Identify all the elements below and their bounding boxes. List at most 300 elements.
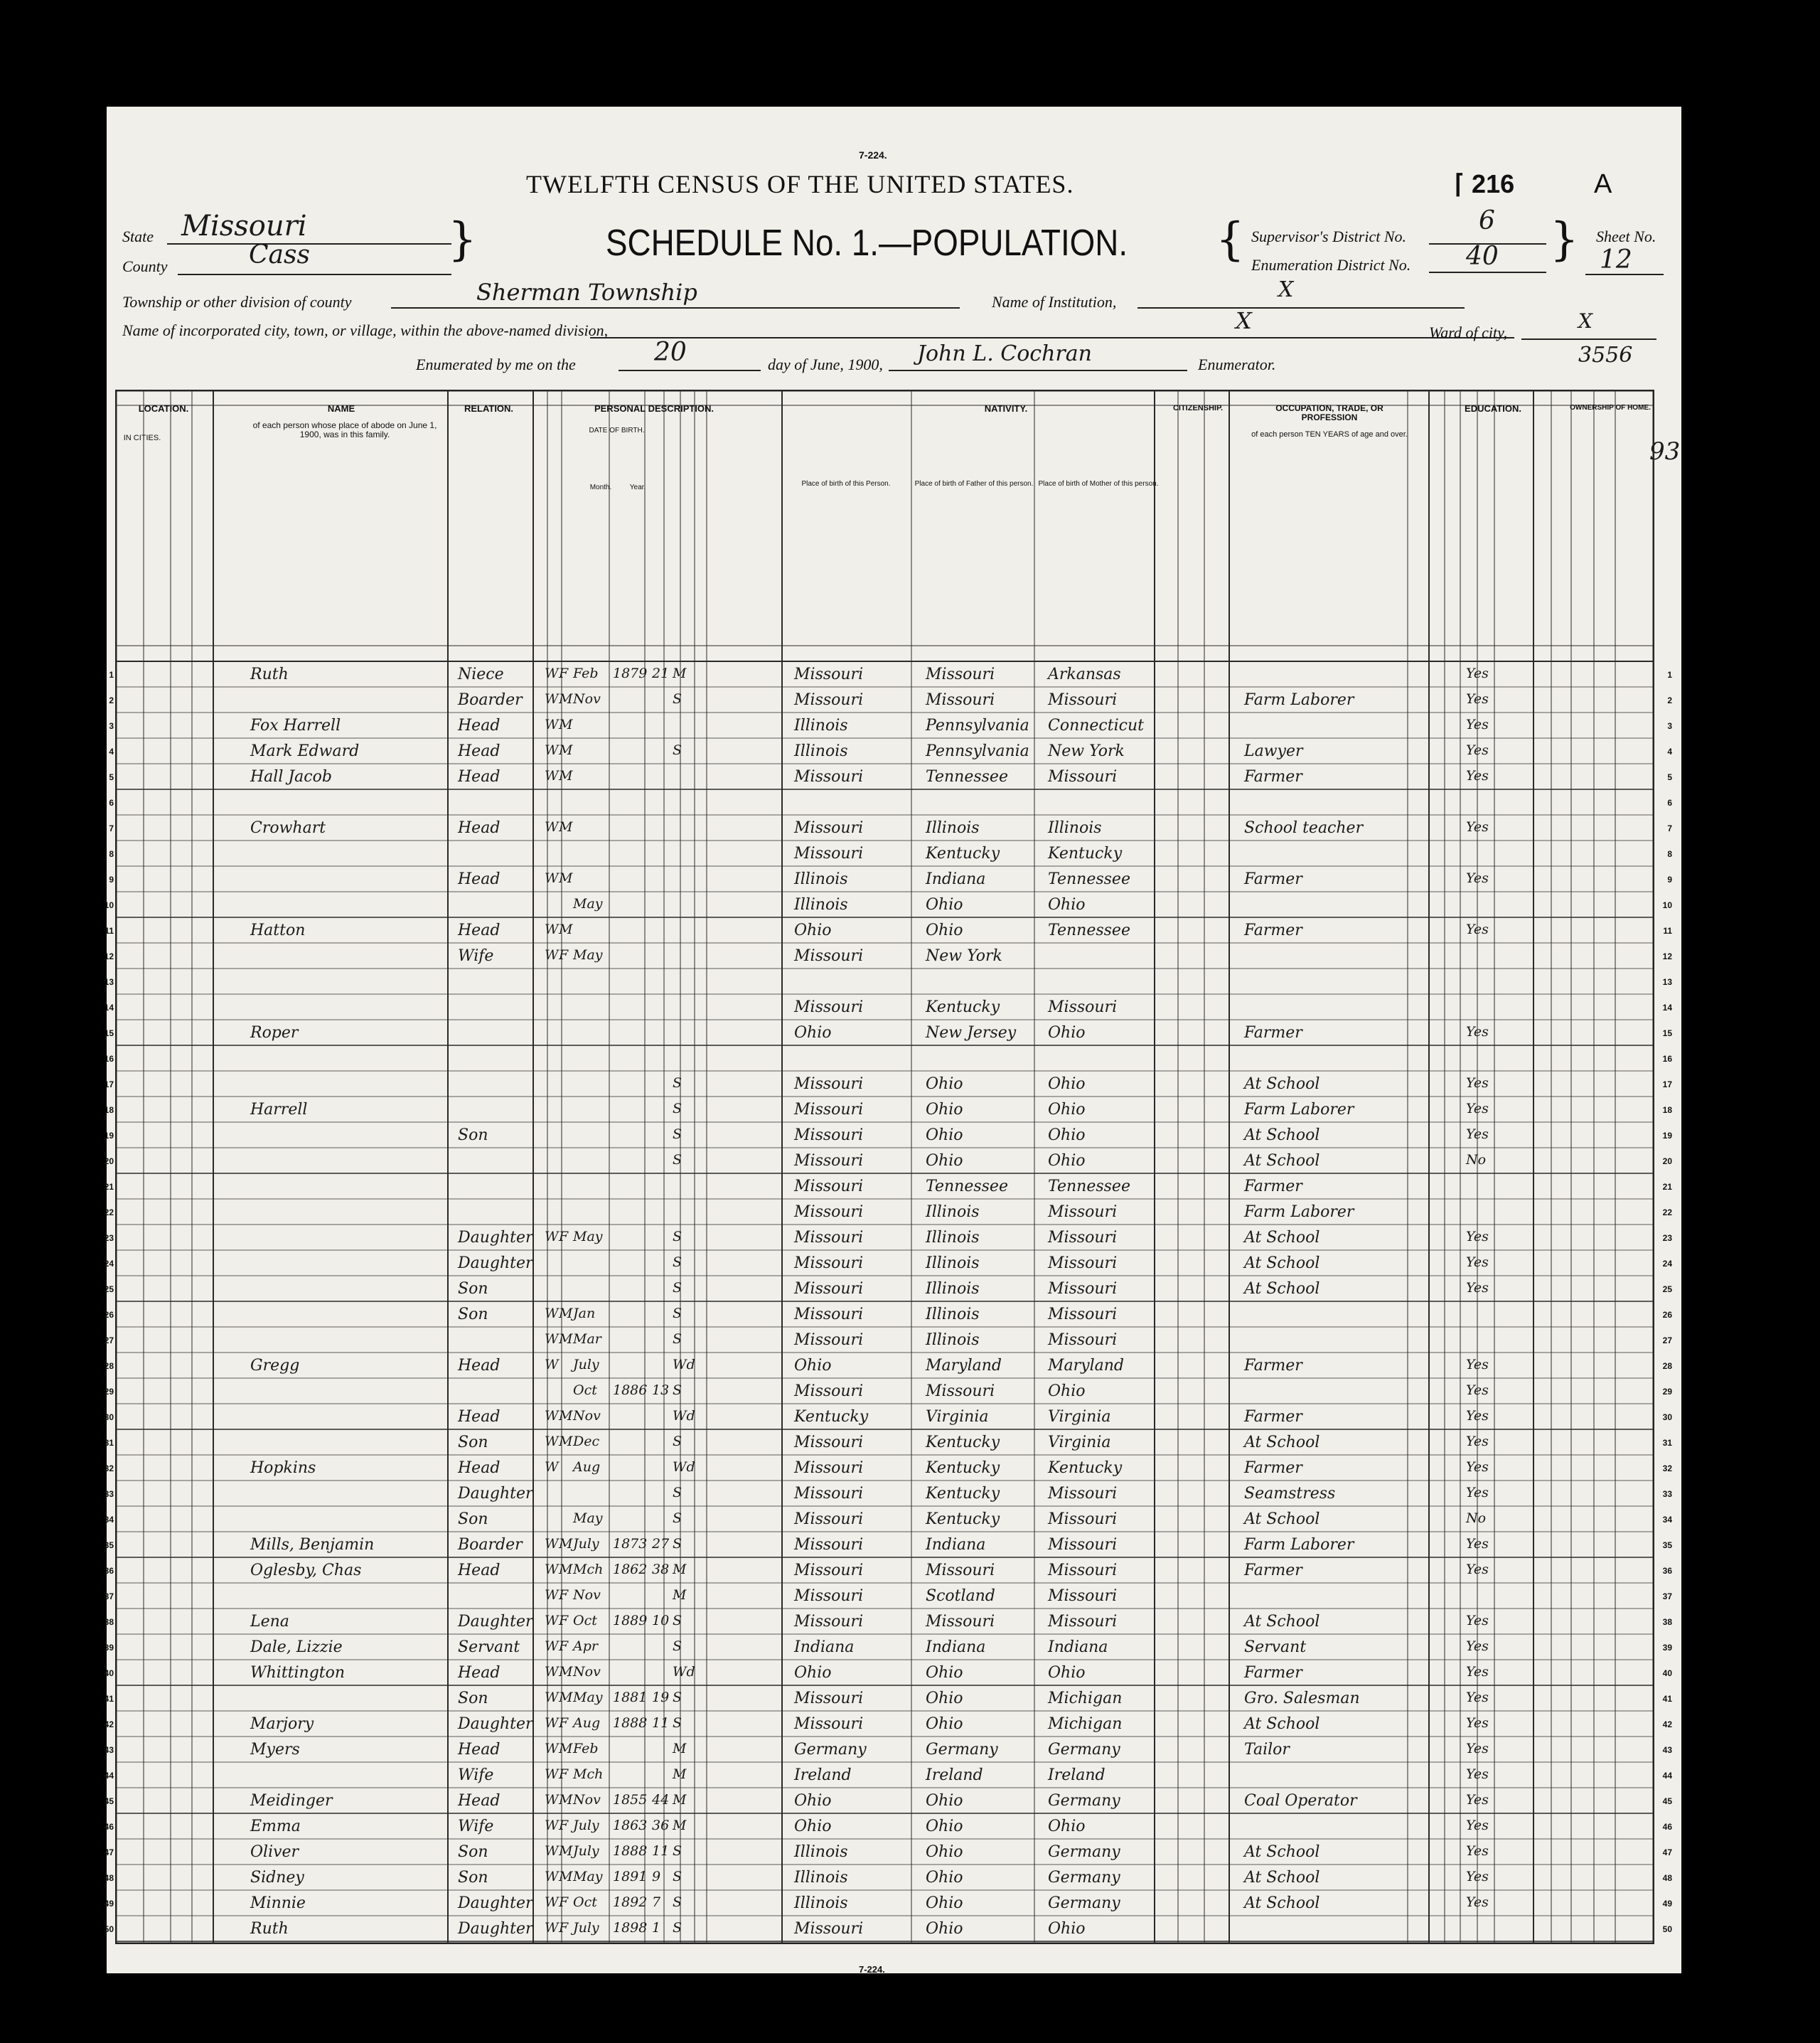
row-number: 34: [104, 1515, 114, 1525]
person-name: Gregg: [250, 1357, 300, 1375]
birthplace-father: Ohio: [926, 1664, 963, 1682]
relation: Son: [458, 1306, 488, 1323]
enumerator-label: Enumerator.: [1198, 356, 1276, 373]
birth-month: Feb: [573, 666, 599, 681]
birthplace-mother: Virginia: [1048, 1434, 1111, 1451]
sex: M: [559, 691, 573, 707]
row-number-right: 43: [1662, 1745, 1672, 1755]
birthplace-mother: Missouri: [1048, 1613, 1118, 1631]
color: W: [545, 1690, 559, 1705]
occupation: At School: [1244, 1715, 1320, 1733]
row-number-right: 5: [1667, 772, 1672, 782]
relation: Daughter: [458, 1229, 533, 1247]
birthplace-mother: Germany: [1048, 1869, 1120, 1887]
birthplace-father: Kentucky: [926, 1459, 1000, 1477]
ward-value: X: [1578, 309, 1592, 333]
birth-year: 1888: [613, 1843, 648, 1859]
birthplace-person: Missouri: [794, 1203, 864, 1221]
birthplace-mother: Maryland: [1048, 1357, 1124, 1375]
can-read: Yes: [1466, 1126, 1489, 1142]
birth-month: Oct: [573, 1613, 597, 1628]
row-number-right: 37: [1662, 1591, 1672, 1601]
row-number-right: 15: [1662, 1028, 1672, 1038]
occupation: Farmer: [1244, 922, 1302, 939]
color: W: [545, 1434, 559, 1449]
age: 36: [652, 1818, 670, 1833]
birth-month: May: [573, 1229, 603, 1244]
birthplace-mother: Missouri: [1048, 1331, 1118, 1349]
occupation: Farm Laborer: [1244, 1203, 1354, 1221]
row-number-right: 12: [1662, 951, 1672, 961]
birthplace-mother: Missouri: [1048, 1254, 1118, 1272]
row-number: 8: [109, 849, 114, 859]
incorporated-label: Name of incorporated city, town, or village, within the above-named division,: [122, 321, 609, 339]
relation: Servant: [458, 1638, 520, 1656]
marital-condition: S: [673, 1152, 682, 1168]
birthplace-father: Illinois: [926, 1229, 980, 1247]
sex: M: [559, 1434, 573, 1449]
color: W: [545, 1741, 559, 1756]
row-number: 22: [104, 1207, 114, 1217]
birthplace-person: Ireland: [794, 1766, 852, 1784]
birthplace-father: Ohio: [926, 1792, 963, 1810]
row-number: 39: [104, 1643, 114, 1653]
ward-label: Ward of city,: [1429, 324, 1508, 341]
can-read: Yes: [1466, 1664, 1489, 1680]
birthplace-person: Missouri: [794, 1485, 864, 1503]
page-stamp-bracket: ⌈: [1455, 169, 1472, 198]
birthplace-person: Indiana: [794, 1638, 855, 1656]
person-name: Ruth: [250, 666, 289, 683]
col-in-cities: IN CITIES.: [123, 434, 161, 442]
marital-condition: S: [673, 1536, 682, 1552]
sex: M: [559, 1562, 573, 1577]
sex: F: [559, 1613, 569, 1628]
row-number-right: 47: [1662, 1847, 1672, 1857]
page-stamp-number: 216: [1472, 169, 1515, 198]
relation: Head: [458, 1408, 500, 1426]
birthplace-mother: Ohio: [1048, 1818, 1086, 1835]
row-number: 25: [104, 1284, 114, 1294]
relation: Daughter: [458, 1613, 533, 1631]
birth-month: Mch: [573, 1766, 604, 1782]
birth-month: Feb: [573, 1741, 599, 1756]
row-number-right: 44: [1662, 1771, 1672, 1781]
row-number-right: 6: [1667, 798, 1672, 808]
row-number: 23: [104, 1233, 114, 1243]
row-number: 44: [104, 1771, 114, 1781]
occupation: Farm Laborer: [1244, 1536, 1354, 1554]
incorporated-value: X: [1236, 307, 1252, 334]
birthplace-mother: Missouri: [1048, 691, 1118, 709]
institution-underline: [1138, 307, 1465, 309]
occupation: Farmer: [1244, 870, 1302, 888]
age: 11: [652, 1715, 670, 1731]
birth-month: May: [573, 1869, 603, 1884]
marital-condition: S: [673, 1894, 682, 1910]
occupation: At School: [1244, 1126, 1320, 1144]
can-read: Yes: [1466, 1024, 1489, 1040]
occupation: Farmer: [1244, 1178, 1302, 1195]
row-number: 4: [109, 747, 114, 757]
sex: M: [559, 1664, 573, 1680]
occupation: At School: [1244, 1894, 1320, 1912]
birthplace-father: Ohio: [926, 896, 963, 914]
row-number: 36: [104, 1566, 114, 1576]
col-nativity: NATIVITY.: [984, 403, 1028, 414]
relation: Niece: [458, 666, 504, 683]
age: 11: [652, 1843, 670, 1859]
can-read: Yes: [1466, 1818, 1489, 1833]
col-month: Month.: [589, 484, 612, 491]
birth-year: 1863: [613, 1818, 648, 1833]
can-read: Yes: [1466, 1843, 1489, 1859]
row-number: 47: [104, 1847, 114, 1857]
row-number: 32: [104, 1463, 114, 1473]
row-number: 27: [104, 1335, 114, 1345]
row-number-right: 40: [1662, 1668, 1672, 1678]
birthplace-father: Kentucky: [926, 1485, 1000, 1503]
age: 27: [652, 1536, 670, 1552]
row-number-right: 16: [1662, 1054, 1672, 1064]
birthplace-mother: Ohio: [1048, 1152, 1086, 1170]
person-name: Fox Harrell: [250, 717, 341, 735]
row-number: 50: [104, 1924, 114, 1934]
row-number-right: 2: [1667, 695, 1672, 705]
institution-label: Name of Institution,: [992, 293, 1117, 311]
supervisor-label: Supervisor's District No.: [1251, 228, 1406, 245]
birthplace-mother: Ohio: [1048, 1664, 1086, 1682]
row-number-right: 49: [1662, 1899, 1672, 1909]
birthplace-mother: Virginia: [1048, 1408, 1111, 1426]
county-value: Cass: [249, 240, 310, 270]
occupation: Farmer: [1244, 1459, 1302, 1477]
sheet-underline: [1585, 274, 1664, 275]
birthplace-person: Kentucky: [794, 1408, 869, 1426]
row-number-right: 41: [1662, 1694, 1672, 1704]
color: W: [545, 870, 559, 886]
can-read: Yes: [1466, 1613, 1489, 1628]
can-read: Yes: [1466, 1254, 1489, 1270]
occupation: Farmer: [1244, 1357, 1302, 1375]
row-number-right: 22: [1662, 1207, 1672, 1217]
birthplace-father: Illinois: [926, 819, 980, 837]
color: W: [545, 1664, 559, 1680]
schedule-title: SCHEDULE No. 1.—POPULATION.: [606, 223, 1128, 264]
birth-year: 1886: [613, 1382, 648, 1398]
col-name-sub: of each person whose place of abode on June 1, 1900, was in this family.: [252, 420, 437, 440]
birthplace-mother: Germany: [1048, 1792, 1120, 1810]
color: W: [545, 947, 559, 963]
col-citizenship: CITIZENSHIP.: [1172, 404, 1224, 412]
sex: M: [559, 819, 573, 835]
row-number-right: 48: [1662, 1873, 1672, 1883]
birth-month: Dec: [573, 1434, 600, 1449]
row-number-right: 8: [1667, 849, 1672, 859]
relation: Daughter: [458, 1254, 533, 1272]
birthplace-father: Illinois: [926, 1331, 980, 1349]
birthplace-mother: Ohio: [1048, 896, 1086, 914]
occupation: At School: [1244, 1613, 1320, 1631]
birthplace-person: Missouri: [794, 1178, 864, 1195]
birthplace-person: Ohio: [794, 1792, 832, 1810]
age: 38: [652, 1562, 670, 1577]
occupation: Coal Operator: [1244, 1792, 1357, 1810]
row-number: 46: [104, 1822, 114, 1832]
birth-month: July: [573, 1843, 599, 1859]
row-number: 45: [104, 1796, 114, 1806]
birth-month: Oct: [573, 1382, 597, 1398]
person-name: Minnie: [250, 1894, 306, 1912]
sex: F: [559, 1818, 569, 1833]
row-number-right: 1: [1667, 670, 1672, 680]
can-read: No: [1466, 1510, 1487, 1526]
birth-year: 1879: [613, 666, 648, 681]
col-occupation-sub: of each person TEN YEARS of age and over.: [1251, 430, 1408, 439]
age: 21: [652, 666, 670, 681]
institution-value: X: [1278, 277, 1294, 302]
birthplace-person: Ohio: [794, 1024, 832, 1042]
birthplace-father: Missouri: [926, 1562, 995, 1579]
birthplace-father: Kentucky: [926, 845, 1000, 863]
person-name: Myers: [250, 1741, 300, 1759]
birthplace-mother: Germany: [1048, 1741, 1120, 1759]
sex: F: [559, 666, 569, 681]
row-number-right: 31: [1662, 1438, 1672, 1448]
county-label: County: [122, 257, 168, 275]
row-number-right: 3: [1667, 721, 1672, 731]
occupation: Lawyer: [1244, 742, 1303, 760]
birthplace-father: Ohio: [926, 1690, 963, 1707]
can-read: Yes: [1466, 1638, 1489, 1654]
row-number: 18: [104, 1105, 114, 1115]
marital-condition: S: [673, 1306, 682, 1321]
row-number: 19: [104, 1131, 114, 1141]
birthplace-mother: Missouri: [1048, 1485, 1118, 1503]
birth-month: July: [573, 1357, 599, 1372]
birthplace-person: Missouri: [794, 1254, 864, 1272]
birthplace-person: Ohio: [794, 1357, 832, 1375]
age: 13: [652, 1382, 670, 1398]
birthplace-father: Ohio: [926, 1894, 963, 1912]
marital-condition: S: [673, 1510, 682, 1526]
row-number-right: 4: [1667, 747, 1672, 757]
can-read: Yes: [1466, 922, 1489, 937]
sheet-value: 12: [1600, 245, 1632, 274]
color: W: [545, 1818, 559, 1833]
birthplace-mother: Tennessee: [1048, 870, 1130, 888]
row-number-right: 7: [1667, 823, 1672, 833]
row-number-right: 33: [1662, 1489, 1672, 1499]
birth-month: May: [573, 1690, 603, 1705]
relation: Head: [458, 922, 500, 939]
birth-month: Nov: [573, 691, 601, 707]
supervisor-value: 6: [1479, 206, 1495, 235]
color: W: [545, 1638, 559, 1654]
col-ownership: OWNERSHIP OF HOME.: [1570, 404, 1651, 412]
col-occupation: OCCUPATION, TRADE, OR PROFESSION: [1275, 403, 1383, 423]
relation: Head: [458, 819, 500, 837]
row-number-right: 10: [1662, 900, 1672, 910]
occupation: At School: [1244, 1075, 1320, 1093]
can-read: Yes: [1466, 666, 1489, 681]
row-number-right: 50: [1662, 1924, 1672, 1934]
occupation: Farmer: [1244, 1664, 1302, 1682]
right-brace-open: {: [1216, 213, 1245, 266]
row-number-right: 32: [1662, 1463, 1672, 1473]
birthplace-person: Illinois: [794, 870, 848, 888]
birth-month: Aug: [573, 1715, 601, 1731]
row-number-right: 23: [1662, 1233, 1672, 1243]
sex: M: [559, 870, 573, 886]
color: W: [545, 1459, 559, 1475]
row-number: 38: [104, 1617, 114, 1627]
col-personal: PERSONAL DESCRIPTION.: [594, 403, 714, 414]
can-read: No: [1466, 1152, 1487, 1168]
row-number-right: 38: [1662, 1617, 1672, 1627]
relation: Wife: [458, 947, 494, 965]
birthplace-person: Missouri: [794, 768, 864, 786]
row-number-right: 25: [1662, 1284, 1672, 1294]
marital-condition: S: [673, 1869, 682, 1884]
birthplace-father: Missouri: [926, 666, 995, 683]
row-number: 3: [109, 721, 114, 731]
birthplace-father: Virginia: [926, 1408, 989, 1426]
birthplace-person: Ohio: [794, 1664, 832, 1682]
birthplace-person: Missouri: [794, 819, 864, 837]
row-number: 21: [104, 1182, 114, 1192]
row-number-right: 35: [1662, 1540, 1672, 1550]
sex: M: [559, 1408, 573, 1424]
birthplace-mother: Missouri: [1048, 1280, 1118, 1298]
row-number: 42: [104, 1719, 114, 1729]
sheet-label: Sheet No.: [1596, 228, 1656, 245]
birthplace-mother: Ohio: [1048, 1126, 1086, 1144]
birthplace-mother: Ireland: [1048, 1766, 1106, 1784]
county-underline: [178, 274, 451, 275]
marital-condition: S: [673, 1254, 682, 1270]
person-name: Crowhart: [250, 819, 326, 837]
birthplace-mother: Missouri: [1048, 1536, 1118, 1554]
marital-condition: S: [673, 1331, 682, 1347]
birthplace-mother: Ohio: [1048, 1920, 1086, 1938]
color: W: [545, 1894, 559, 1910]
can-read: Yes: [1466, 819, 1489, 835]
relation: Son: [458, 1843, 488, 1861]
birthplace-mother: Tennessee: [1048, 1178, 1130, 1195]
relation: Son: [458, 1280, 488, 1298]
row-number: 40: [104, 1668, 114, 1678]
page-stamp: [1455, 169, 1514, 199]
row-number: 10: [104, 900, 114, 910]
marital-condition: S: [673, 1843, 682, 1859]
sex: F: [559, 1920, 569, 1936]
marital-condition: M: [673, 1562, 687, 1577]
birth-month: Mch: [573, 1562, 604, 1577]
birthplace-person: Missouri: [794, 1536, 864, 1554]
margin-note: 3556: [1578, 343, 1633, 368]
left-brace: }: [448, 213, 477, 266]
birthplace-person: Missouri: [794, 845, 864, 863]
birthplace-person: Missouri: [794, 1613, 864, 1631]
birth-year: 1873: [613, 1536, 648, 1552]
can-read: Yes: [1466, 1715, 1489, 1731]
birthplace-father: Illinois: [926, 1280, 980, 1298]
marital-condition: M: [673, 1766, 687, 1782]
row-number-right: 17: [1662, 1079, 1672, 1089]
row-number: 15: [104, 1028, 114, 1038]
relation: Head: [458, 1562, 500, 1579]
row-number-right: 27: [1662, 1335, 1672, 1345]
birthplace-mother: Ohio: [1048, 1075, 1086, 1093]
occupation: Gro. Salesman: [1244, 1690, 1360, 1707]
birthplace-person: Missouri: [794, 1229, 864, 1247]
person-name: Oliver: [250, 1843, 299, 1861]
birthplace-father: Ohio: [926, 1152, 963, 1170]
col-birth-father: Place of birth of Father of this person.: [914, 480, 1034, 488]
relation: Daughter: [458, 1485, 533, 1503]
person-name: Mills, Benjamin: [250, 1536, 375, 1554]
row-number-right: 34: [1662, 1515, 1672, 1525]
person-name: Ruth: [250, 1920, 289, 1938]
state-label: State: [122, 228, 154, 245]
age: 19: [652, 1690, 670, 1705]
birth-month: Aug: [573, 1459, 601, 1475]
birthplace-father: Pennsylvania: [926, 742, 1029, 760]
grid-border: [116, 390, 1654, 1943]
person-name: Whittington: [250, 1664, 346, 1682]
birthplace-person: Germany: [794, 1741, 867, 1759]
occupation: At School: [1244, 1510, 1320, 1528]
birth-month: Apr: [573, 1638, 598, 1654]
birthplace-father: Ohio: [926, 1075, 963, 1093]
color: W: [545, 1920, 559, 1936]
row-number: 28: [104, 1361, 114, 1371]
birthplace-person: Ohio: [794, 1818, 832, 1835]
birth-month: Nov: [573, 1664, 601, 1680]
sex: M: [559, 717, 573, 732]
right-brace-close: }: [1550, 213, 1579, 266]
row-number-right: 24: [1662, 1259, 1672, 1269]
birthplace-person: Ohio: [794, 922, 832, 939]
can-read: Yes: [1466, 1869, 1489, 1884]
row-number-right: 11: [1663, 926, 1672, 936]
birthplace-father: Kentucky: [926, 1434, 1000, 1451]
birth-year: 1881: [613, 1690, 648, 1705]
birthplace-mother: Kentucky: [1048, 1459, 1123, 1477]
birthplace-mother: Missouri: [1048, 1587, 1118, 1605]
birthplace-person: Missouri: [794, 1306, 864, 1323]
relation: Head: [458, 1741, 500, 1759]
row-number: 26: [104, 1310, 114, 1320]
row-number-right: 9: [1667, 875, 1672, 885]
relation: Daughter: [458, 1894, 533, 1912]
birthplace-person: Illinois: [794, 717, 848, 735]
birthplace-person: Missouri: [794, 1715, 864, 1733]
birthplace-mother: Missouri: [1048, 998, 1118, 1016]
marital-condition: S: [673, 1382, 682, 1398]
person-name: Marjory: [250, 1715, 314, 1733]
birthplace-father: Indiana: [926, 1638, 986, 1656]
birthplace-father: Missouri: [926, 1382, 995, 1400]
occupation: Tailor: [1244, 1741, 1290, 1759]
can-read: Yes: [1466, 1101, 1489, 1116]
occupation: Farm Laborer: [1244, 1101, 1354, 1119]
relation: Head: [458, 1459, 500, 1477]
can-read: Yes: [1466, 870, 1489, 886]
can-read: Yes: [1466, 1562, 1489, 1577]
birthplace-mother: Missouri: [1048, 1203, 1118, 1221]
